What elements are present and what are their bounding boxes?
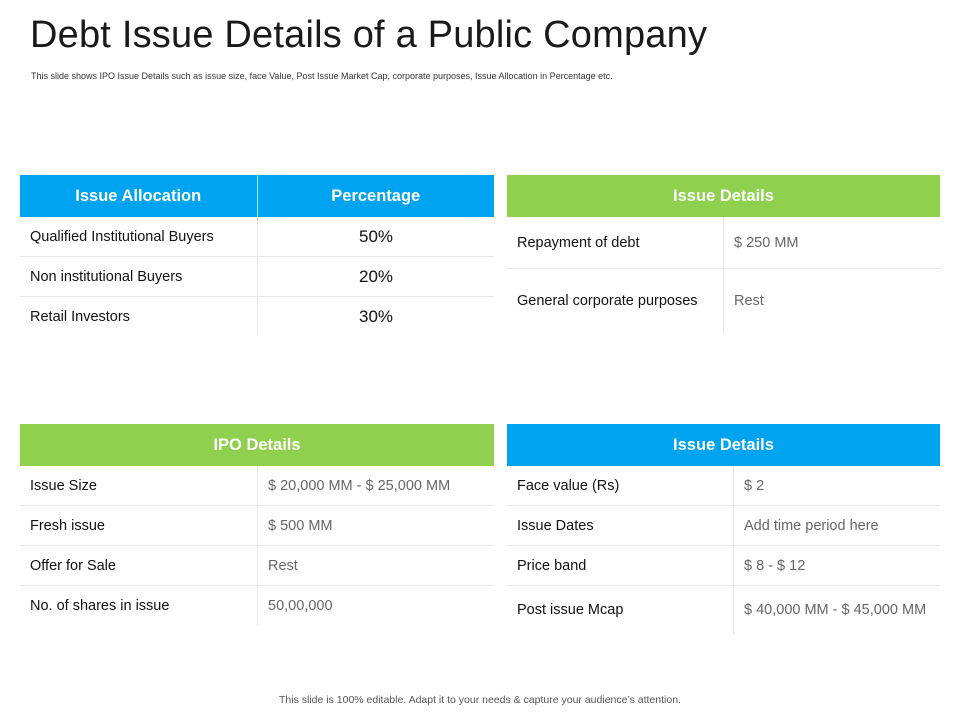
row-value: $ 40,000 MM - $ 45,000 MM: [733, 586, 940, 634]
ipo-details-table: [20, 424, 494, 625]
table-row: [507, 269, 940, 333]
table-row: [20, 217, 494, 257]
percentage-column-header: Percentage: [257, 175, 495, 217]
row-value: Rest: [723, 269, 940, 333]
table-row: [20, 546, 494, 586]
row-value: 30%: [257, 297, 494, 336]
table-row: [507, 506, 940, 546]
table-row: [20, 506, 494, 546]
issue-details-table-bottom: [507, 424, 940, 634]
row-value: $ 500 MM: [257, 506, 494, 545]
row-label: Price band: [517, 557, 587, 574]
row-label: Fresh issue: [30, 517, 105, 534]
row-value: 50%: [257, 217, 494, 256]
table-row: [20, 466, 494, 506]
row-value: 50,00,000: [257, 586, 494, 625]
issue-allocation-column-header: Issue Allocation: [75, 186, 202, 205]
row-label: Repayment of debt: [517, 234, 640, 251]
issue-allocation-table-header: [20, 175, 494, 217]
row-label: No. of shares in issue: [30, 597, 170, 614]
footer-note: This slide is 100% editable. Adapt it to your needs & capture your audience’s attention.: [279, 694, 681, 706]
row-label: Retail Investors: [30, 308, 130, 325]
row-label: Qualified Institutional Buyers: [30, 228, 214, 245]
issue-details-top-header: [507, 175, 940, 217]
row-label: Issue Dates: [517, 517, 594, 534]
row-label: Issue Size: [30, 477, 97, 494]
ipo-details-header: [20, 424, 494, 466]
table-row: [507, 466, 940, 506]
table-row: [20, 586, 494, 625]
table-row: [507, 546, 940, 586]
row-value: $ 2: [733, 466, 940, 505]
row-value: Rest: [257, 546, 494, 585]
row-value: 20%: [257, 257, 494, 296]
table-row: [20, 257, 494, 297]
table-row: [507, 586, 940, 634]
page-subtitle: This slide shows IPO Issue Details such as issue size, face Value, Post Issue Market Cap, corporate purposes, Issue Allocation in Percentage etc.: [31, 71, 613, 81]
row-label: Post issue Mcap: [517, 602, 624, 618]
row-value: $ 250 MM: [723, 217, 940, 268]
row-label: Non institutional Buyers: [30, 268, 183, 285]
issue-allocation-table: [20, 175, 494, 336]
row-label: Offer for Sale: [30, 557, 116, 574]
row-value: Add time period here: [733, 506, 940, 545]
table-row: [20, 297, 494, 336]
row-label: Face value (Rs): [517, 477, 620, 494]
page-title: Debt Issue Details of a Public Company: [30, 14, 708, 56]
ipo-details-title: IPO Details: [213, 435, 301, 454]
issue-details-table-top: [507, 175, 940, 333]
table-row: [507, 217, 940, 269]
row-value: $ 20,000 MM - $ 25,000 MM: [257, 466, 494, 505]
issue-details-bottom-title: Issue Details: [673, 435, 774, 454]
row-label: General corporate purposes: [517, 293, 698, 309]
issue-details-top-title: Issue Details: [673, 186, 774, 205]
issue-details-bottom-header: [507, 424, 940, 466]
row-value: $ 8 - $ 12: [733, 546, 940, 585]
